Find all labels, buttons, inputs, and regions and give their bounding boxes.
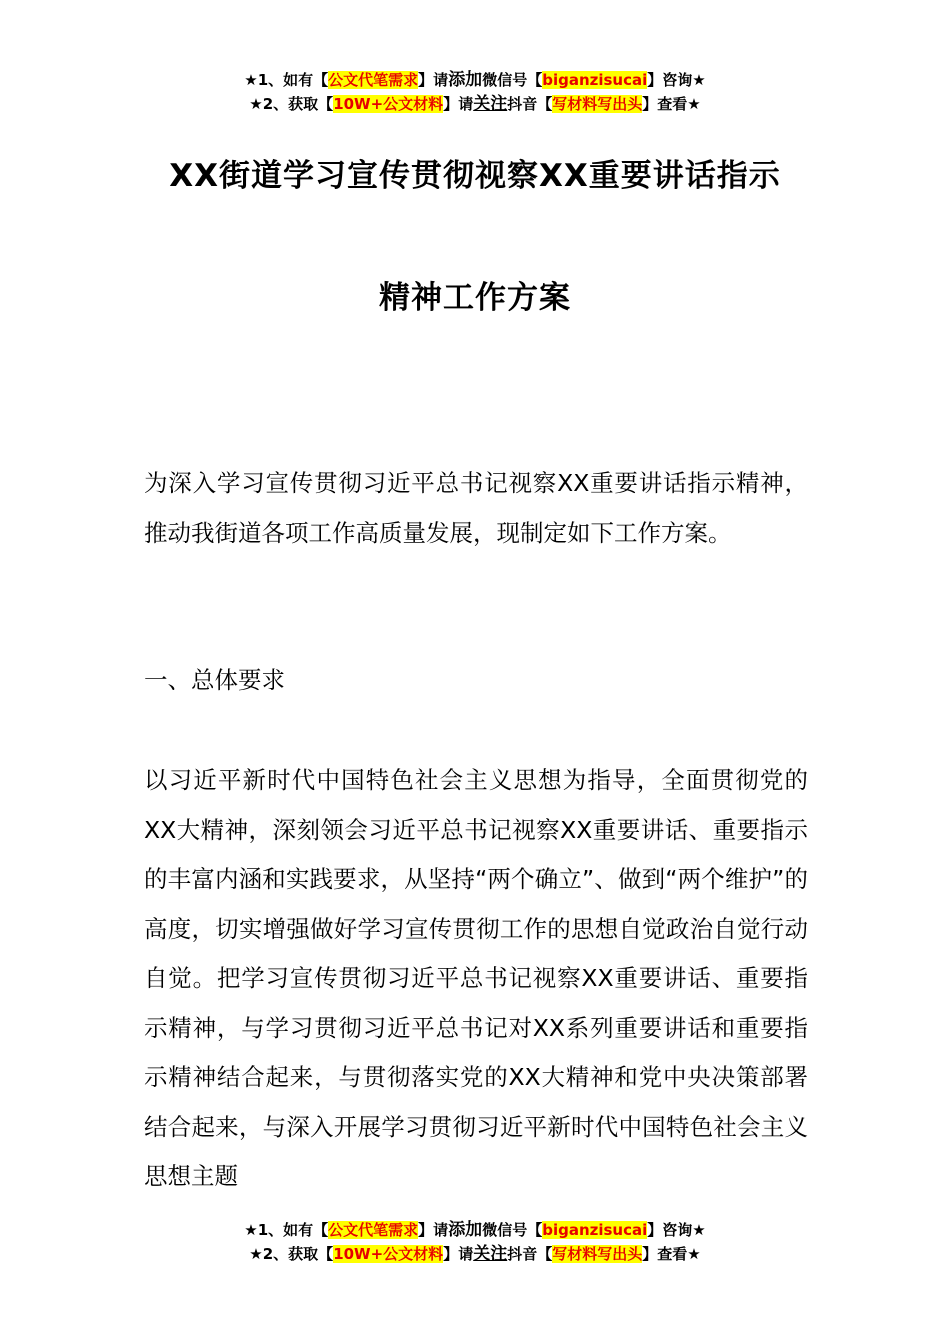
star-icon: ★ [244,71,258,89]
promo-text: 1、如有【 [257,71,329,89]
footer-promo [0,1218,950,1266]
promo-text: 】查看 [642,1245,688,1263]
section-body: 以习近平新时代中国特色社会主义思想为指导，全面贯彻党的XX大精神，深刻领会习近平总书记视察XX重要讲话、重要指示的丰富内涵和实践要求，从坚持“两个确立”、做到“两个维护”的高度，切实增强做好学习宣传贯彻工作的思想自觉政治自觉行动自觉。把学习宣传贯彻习近平总书记视察XX重要讲话、重要指示精神，与学习贯彻习近平总书记对XX系列重要讲话和重要指示精神结合起来，与贯彻落实党的XX大精神和党中央决策部署结合起来，与深入开展学习贯彻习近平新时代中国特色社会主义思想主题 [144,766,808,1190]
star-icon: ★ [687,1245,701,1263]
promo-highlight: 公文代笔需求 [328,71,419,89]
douyin-highlight: 写材料写出头 [552,1245,643,1263]
promo-emphasis: 添加 [448,1220,483,1240]
promo-text: 2、获取【 [262,1245,334,1263]
promo-highlight: 公文代笔需求 [328,1221,419,1239]
promo-text: 微信号【 [482,1221,543,1239]
promo-emphasis: 添加 [448,70,483,90]
promo-text: 抖音【 [507,95,553,113]
promo-text: 】请 [418,71,449,89]
promo-text: 】请 [418,1221,449,1239]
section-heading: 一、总体要求 [144,666,285,694]
star-icon: ★ [249,95,263,113]
star-icon: ★ [692,1221,706,1239]
promo-text: 】请 [443,95,474,113]
intro-paragraph: 为深入学习宣传贯彻习近平总书记视察XX重要讲话指示精神，推动我街道各项工作高质量发展，现制定如下工作方案。 [144,469,808,547]
document-title-line-1: XX街道学习宣传贯彻视察XX重要讲话指示 [169,158,781,194]
star-icon: ★ [249,1245,263,1263]
header-promo [0,68,950,116]
wechat-id-highlight: biganzisucai [542,71,648,89]
star-icon: ★ [687,95,701,113]
promo-text: 微信号【 [482,71,543,89]
promo-text: 】查看 [642,95,688,113]
promo-emphasis: 关注 [473,94,508,114]
promo-highlight: 10W+公文材料 [333,95,444,113]
star-icon: ★ [244,1221,258,1239]
document-title-line-2: 精神工作方案 [379,280,571,316]
promo-line-1 [0,1218,950,1242]
promo-text: 1、如有【 [257,1221,329,1239]
douyin-highlight: 写材料写出头 [552,95,643,113]
wechat-id-highlight: biganzisucai [542,1221,648,1239]
promo-text: 】咨询 [647,1221,693,1239]
promo-emphasis: 关注 [473,1244,508,1264]
promo-line-2 [0,1242,950,1266]
promo-line-1 [0,68,950,92]
promo-line-2 [0,92,950,116]
promo-highlight: 10W+公文材料 [333,1245,444,1263]
promo-text: 2、获取【 [262,95,334,113]
promo-text: 抖音【 [507,1245,553,1263]
promo-text: 】咨询 [647,71,693,89]
star-icon: ★ [692,71,706,89]
promo-text: 】请 [443,1245,474,1263]
